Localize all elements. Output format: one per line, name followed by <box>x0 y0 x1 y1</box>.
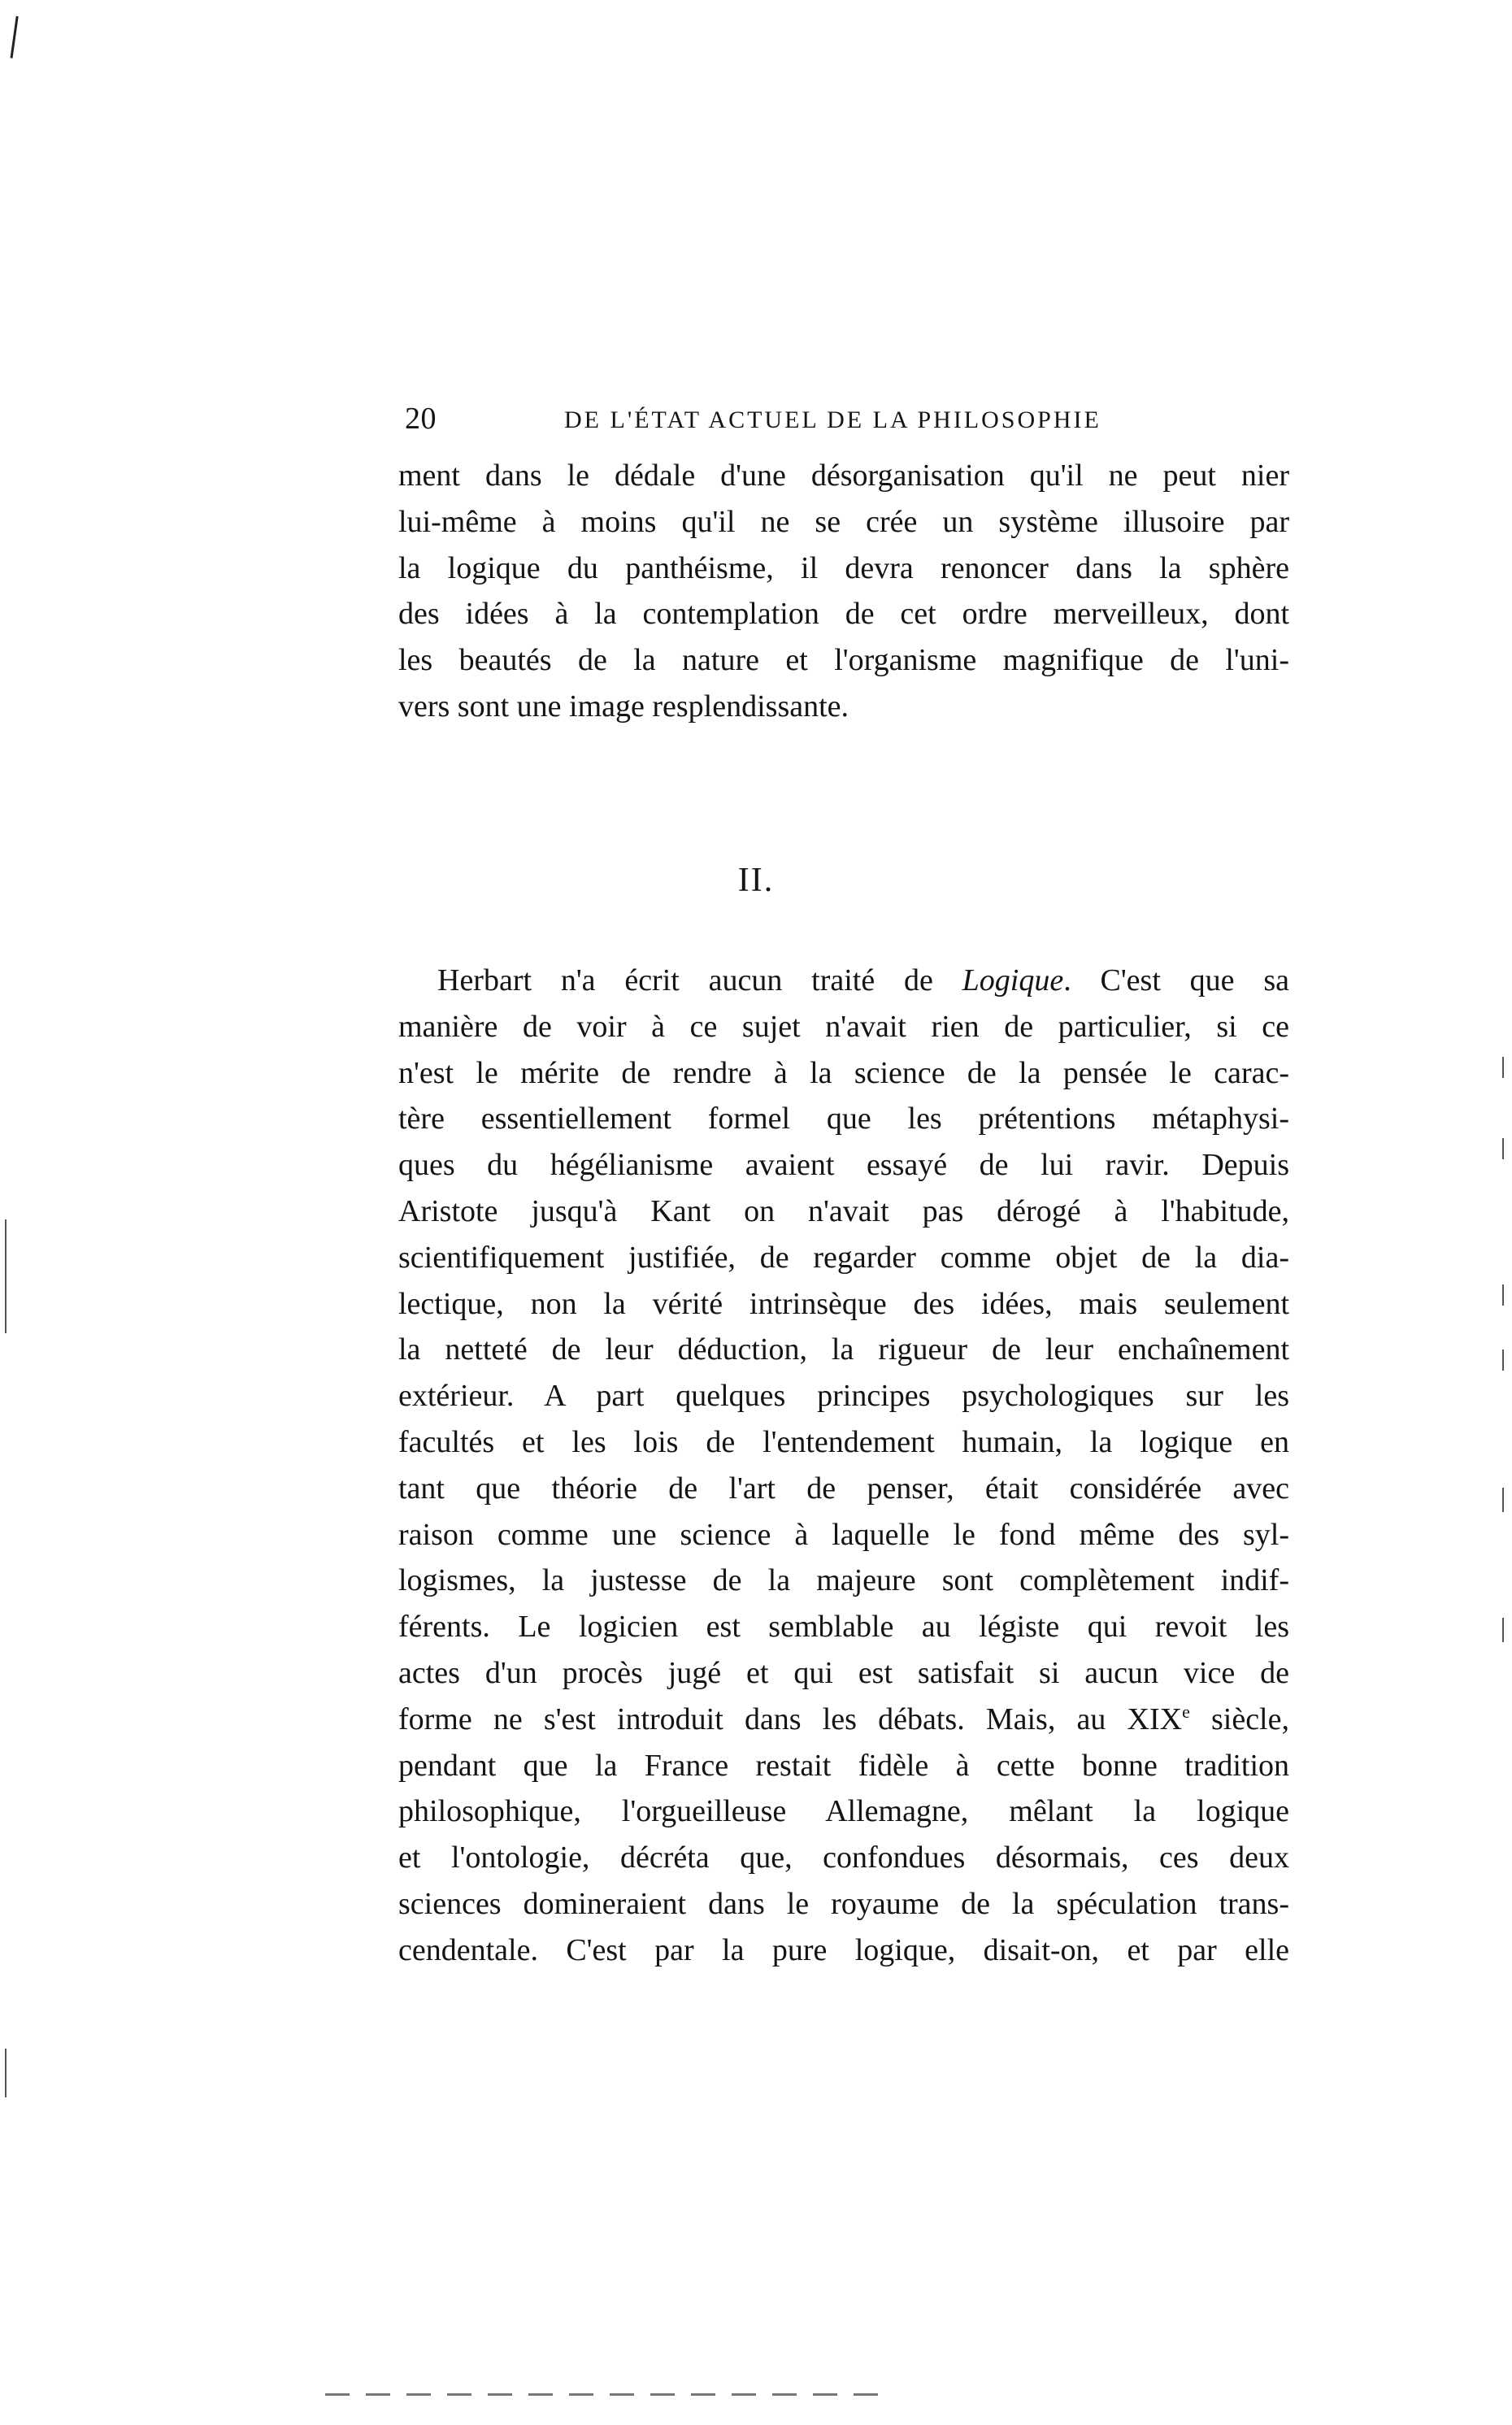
page-number: 20 <box>405 402 437 436</box>
superscript: e <box>1182 1701 1190 1722</box>
text-line: lectique, non la vérité intrinsèque des idées, mais seulement <box>398 1286 1289 1321</box>
text-line: les beautés de la nature et l'organisme magnifique de l'uni- <box>398 643 1289 678</box>
text-line: raison comme une science à laquelle le fond même des syl- <box>398 1517 1289 1552</box>
margin-mark <box>1502 1618 1504 1642</box>
text-line: lui-même à moins qu'il ne se crée un système illusoire par <box>398 504 1289 539</box>
text-segment: siècle, <box>1189 1701 1289 1736</box>
margin-mark <box>1502 1284 1504 1306</box>
text-line: la logique du panthéisme, il devra renoncer dans la sphère <box>398 550 1289 585</box>
text-line: ques du hégélianisme avaient essayé de lui ravir. Depuis <box>398 1148 1289 1183</box>
text-line: n'est le mérite de rendre à la science de la pensée le carac- <box>398 1055 1289 1090</box>
section-heading: II. <box>737 862 775 899</box>
text-line: et l'ontologie, décréta que, confondues désormais, ces deux <box>398 1840 1289 1875</box>
text-segment: . C'est que sa <box>1063 963 1289 997</box>
text-line: la netteté de leur déduction, la rigueur de leur enchaînement <box>398 1332 1289 1367</box>
italic-title: Logique <box>962 963 1064 997</box>
text-line: Aristote jusqu'à Kant on n'avait pas dérogé à l'habitude, <box>398 1193 1289 1228</box>
text-line: des idées à la contemplation de cet ordre merveilleux, dont <box>398 597 1289 632</box>
text-segment: Herbart n'a écrit aucun traité de <box>437 963 962 997</box>
paragraph-herbart <box>398 958 1289 1974</box>
page-edge-mark <box>11 16 19 59</box>
margin-mark <box>1502 1349 1504 1371</box>
text-line: scientifiquement justifiée, de regarder comme objet de la dia- <box>398 1240 1289 1275</box>
paragraph-continued <box>398 453 1289 730</box>
text-line: cendentale. C'est par la pure logique, disait-on, et par elle <box>398 1932 1289 1967</box>
running-title: DE L'ÉTAT ACTUEL DE LA PHILOSOPHIE <box>564 406 1101 433</box>
text-line: logismes, la justesse de la majeure sont complètement indif- <box>398 1563 1289 1598</box>
margin-mark <box>1502 1057 1504 1078</box>
text-line: philosophique, l'orgueilleuse Allemagne, mêlant la logique <box>398 1794 1289 1829</box>
text-line: tant que théorie de l'art de penser, était considérée avec <box>398 1471 1289 1506</box>
text-line: manière de voir à ce sujet n'avait rien de particulier, si ce <box>398 1009 1289 1044</box>
text-segment: forme ne s'est introduit dans les débats. Mais, au XIX <box>398 1701 1183 1736</box>
text-line: sciences domineraient dans le royaume de la spéculation trans- <box>398 1886 1289 1921</box>
footer-dashes <box>325 2393 894 2396</box>
text-line: actes d'un procès jugé et qui est satisfait si aucun vice de <box>398 1655 1289 1690</box>
margin-mark <box>1502 1488 1504 1512</box>
margin-mark <box>1502 1138 1504 1159</box>
text-line: vers sont une image resplendissante. <box>398 689 849 724</box>
text-line: pendant que la France restait fidèle à cette bonne tradition <box>398 1748 1289 1783</box>
margin-mark <box>5 1219 7 1333</box>
text-line: facultés et les lois de l'entendement humain, la logique en <box>398 1424 1289 1459</box>
text-line <box>398 958 1289 1004</box>
margin-mark <box>5 2049 7 2097</box>
text-line: tère essentiellement formel que les prétentions métaphysi- <box>398 1102 1289 1136</box>
running-head <box>405 400 1299 437</box>
text-line <box>398 1697 1289 1743</box>
text-line: férents. Le logicien est semblable au légiste qui revoit les <box>398 1610 1289 1645</box>
text-line: extérieur. A part quelques principes psychologiques sur les <box>398 1379 1289 1414</box>
text-line: ment dans le dédale d'une désorganisation qu'il ne peut nier <box>398 458 1289 493</box>
